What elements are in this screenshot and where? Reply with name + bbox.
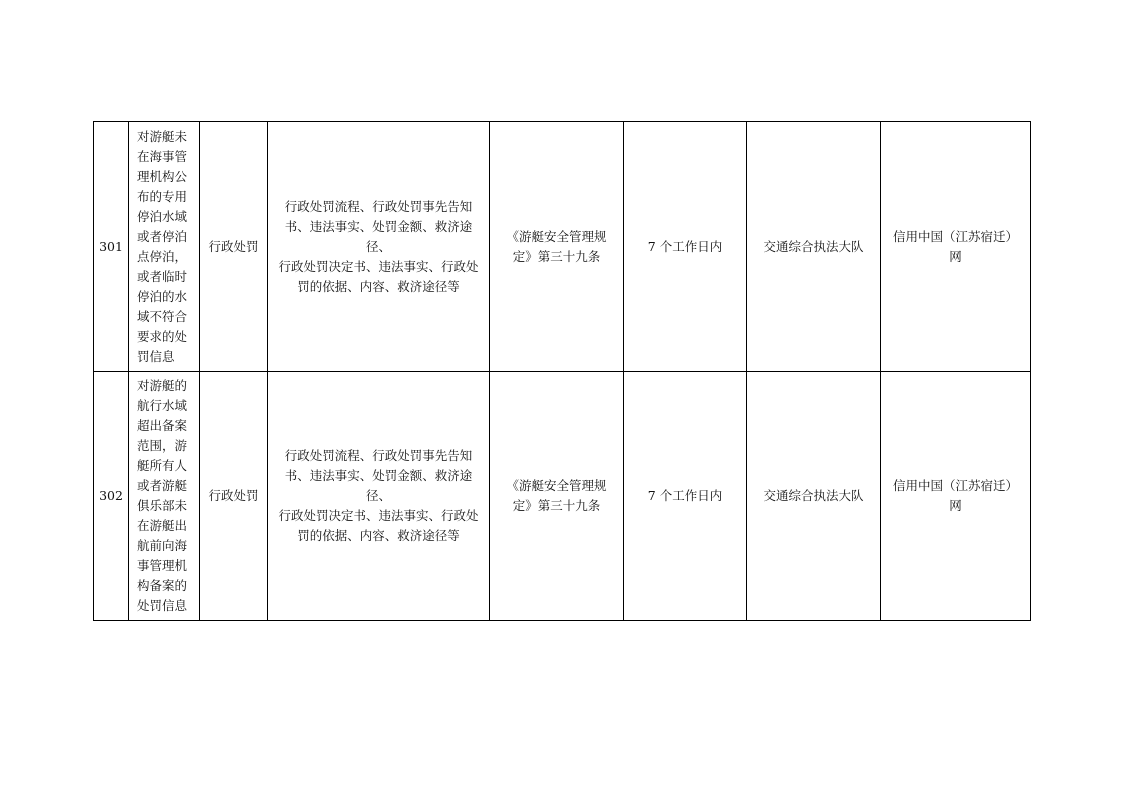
channel-cell [881, 372, 1031, 621]
period-cell: 7 个工作日内 [624, 122, 747, 372]
channel-cell [881, 122, 1031, 372]
content-text: 行政处罚流程、行政处罚事先告知 书、违法事实、处罚金额、救济途径、 行政处罚决定书、违法事实、行政处 罚的依据、内容、救济途径等 [278, 448, 479, 543]
channel-text: 信用中国（江苏宿迁） 网 [892, 478, 1018, 513]
channel-text: 信用中国（江苏宿迁） 网 [892, 228, 1018, 264]
row-number: 301 [94, 122, 129, 372]
basis-cell [490, 122, 624, 372]
basis-text: 《游艇安全管理规 定》第三十九条 [506, 478, 607, 513]
table-row [94, 372, 1031, 621]
disclosure-item [129, 372, 200, 621]
basis-cell [490, 372, 624, 621]
disclosure-item-text: 对游艇的 航行水域 超出备案 范围，游 艇所有人 或者游艇 俱乐部未 在游艇出 航前向海 事管理机 构备案的 处罚信息 [137, 378, 188, 613]
category-cell: 行政处罚 [200, 372, 268, 621]
table-row [94, 122, 1031, 372]
disclosure-item-text: 对游艇未 在海事管 理机构公 布的专用 停泊水域 或者停泊 点停泊， 或者临时 停泊的水 域不符合 要求的处 罚信息 [137, 128, 188, 364]
disclosure-table [93, 121, 1031, 621]
row-number: 302 [94, 372, 129, 621]
disclosure-item [129, 122, 200, 372]
content-cell [268, 372, 490, 621]
department-cell: 交通综合执法大队 [747, 122, 881, 372]
department-cell: 交通综合执法大队 [747, 372, 881, 621]
content-text: 行政处罚流程、行政处罚事先告知 书、违法事实、处罚金额、救济途径、 行政处罚决定书、违法事实、行政处 罚的依据、内容、救济途径等 [278, 198, 479, 294]
content-cell [268, 122, 490, 372]
category-cell: 行政处罚 [200, 122, 268, 372]
period-cell: 7 个工作日内 [624, 372, 747, 621]
basis-text: 《游艇安全管理规 定》第三十九条 [506, 228, 607, 264]
